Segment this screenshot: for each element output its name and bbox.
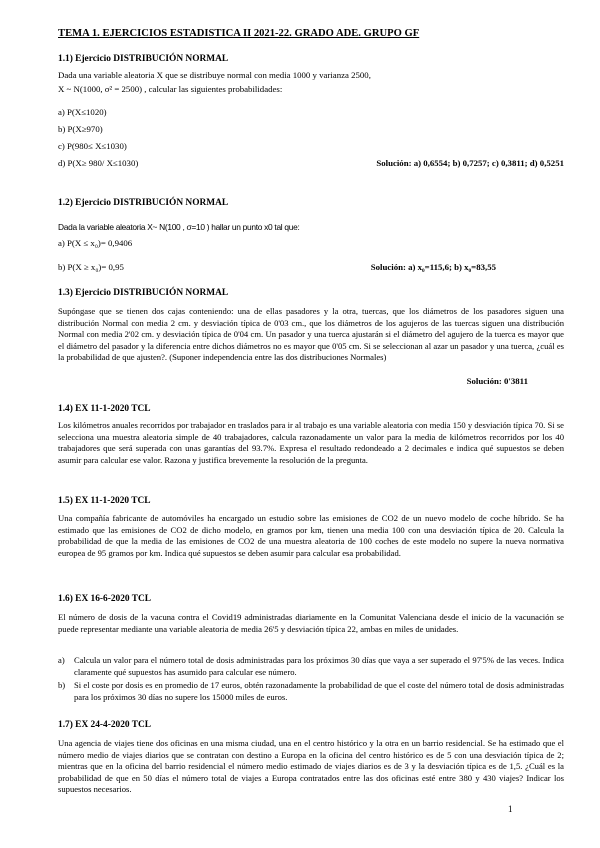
ex1-2-intro: Dada la variable aleatoria X~ N(100 , σ=10 ) hallar un punto x0 tal que: bbox=[58, 222, 300, 232]
document-title: TEMA 1. EJERCICIOS ESTADISTICA II 2021-22. GRADO ADE. GRUPO GF bbox=[58, 28, 420, 39]
ex1-5-heading: 1.5) EX 11-1-2020 TCL bbox=[58, 496, 151, 506]
ex1-4-text: Los kilómetros anuales recorridos por trabajador en traslados para ir al trabajo es una variable aleatoria con media 150 y desviación típica 70. Si se selecciona una muestra aleatoria simple de 40 trabajadores, calcula razonadamente un valor para la media de kilómetros recorridos por los 40 trabajadores que será superada con unas garantías del 93.7%. Expresa el resultado redondeado a 2 decimales e indica qué supuestos se deben asumir para calcular ese valor. Razona y justifica brevemente la resolución de la pregunta. bbox=[58, 420, 564, 465]
ex1-1-formula: X ~ N(1000, σ² = 2500) , calcular las siguientes probabilidades: bbox=[58, 84, 283, 94]
ex1-1-solution: Solución: a) 0,6554; b) 0,7257; c) 0,3811; d) 0,5251 bbox=[376, 158, 564, 168]
ex1-7-text: Una agencia de viajes tiene dos oficinas en una misma ciudad, una en el centro histórico y la otra en un barrio residencial. Se ha estimado que el número medio de viajes diarios que se contratan con destino a Europa en la oficina del centro histórico es de 5 con una desviación típica de 2; mientras que en la oficina del barrio residencial el número medio estimado de viajes diarios es de 3 y la desviación típica es de 1,5. ¿Cuál es la probabilidad de que en 50 días el número total de viajes a Europa contratados entre las dos oficinas esté entre 380 y 430 viajes? Indicar los supuestos necesarios. bbox=[58, 738, 564, 795]
ex1-2-solution: Solución: a) x₀=115,6; b) x₀=83,55 bbox=[370, 262, 496, 272]
ex1-2-item-b: b) P(X ≥ x₀)= 0,95 bbox=[58, 262, 124, 272]
ex1-7-heading: 1.7) EX 24-4-2020 TCL bbox=[58, 720, 152, 730]
ex1-3-text: Supóngase que se tienen dos cajas conteniendo: una de ellas pasadores y la otra, tuercas, que los diámetros de los pasadores siguen una distribución Normal con media 2 cm. y desviación típica de 0'03 cm., que los diámetros de los agujeros de las tuercas siguen una distribución Normal con media 2'02 cm. y desviación típica de 0'04 cm. Un pasador y una tuerca ajustarán si el diámetro del agujero de la tuerca es mayor que el diámetro del pasador y la diferencia entre dichos diámetros no es mayor que 0'05 cm. Si se seleccionan al azar un pasador y una tuerca, ¿cuál es la probabilidad de que ajusten?. (Suponer independencia entre las dos distribuciones Normales) bbox=[58, 306, 564, 363]
ex1-1-item-d: d) P(X≥ 980/ X≤1030) bbox=[58, 158, 139, 168]
ex1-3-solution: Solución: 0'3811 bbox=[466, 376, 528, 386]
ex1-2-item-a: a) P(X ≤ x₀)= 0,9406 bbox=[58, 238, 133, 248]
ex1-1-item-a: a) P(X≤1020) bbox=[58, 107, 107, 117]
ex1-5-text: Una compañía fabricante de automóviles ha encargado un estudio sobre las emisiones de CO2 de un nuevo modelo de coche híbrido. Se ha estimado que las emisiones de CO2 de dicho modelo, en gramos por km, tienen una media 100 con una desviación típica de 20. Calcula la probabilidad de que la media de las emisiones de CO2 de una muestra aleatoria de 100 coches de este modelo no supere la nueva normativa europea de 95 gramos por km. Indica qué supuestos se deben asumir para calcular esa probabilidad. bbox=[58, 513, 564, 558]
ex1-6-text: El número de dosis de la vacuna contra el Covid19 administradas diariamente en la Comunitat Valenciana desde el inicio de la vacunación se puede representar mediante una variable aleatoria de media 26'5 y desviación típica 22, ambas en miles de unidades. bbox=[58, 612, 564, 634]
ex1-1-heading: 1.1) Ejercicio DISTRIBUCIÓN NORMAL bbox=[58, 54, 229, 64]
ex1-6-item-a-label: a) bbox=[58, 655, 65, 665]
ex1-3-heading: 1.3) Ejercicio DISTRIBUCIÓN NORMAL bbox=[58, 288, 229, 298]
ex1-6-item-b bbox=[58, 680, 564, 703]
ex1-1-item-b: b) P(X≥970) bbox=[58, 124, 103, 134]
ex1-1-intro: Dada una variable aleatoria X que se distribuye normal con media 1000 y varianza 2500, bbox=[58, 70, 371, 80]
ex1-2-heading: 1.2) Ejercicio DISTRIBUCIÓN NORMAL bbox=[58, 198, 229, 208]
ex1-1-item-c: c) P(980≤ X≤1030) bbox=[58, 141, 127, 151]
ex1-4-heading: 1.4) EX 11-1-2020 TCL bbox=[58, 404, 151, 414]
ex1-6-heading: 1.6) EX 16-6-2020 TCL bbox=[58, 594, 152, 604]
ex1-6-item-b-label: b) bbox=[58, 680, 66, 690]
ex1-6-item-a bbox=[58, 655, 564, 678]
ex1-6-item-b-text: Si el coste por dosis es en promedio de 17 euros, obtén razonadamente la probabilidad de que el coste del número total de dosis administradas para los próximos 30 días no supere los 15000 miles de euros. bbox=[74, 680, 564, 702]
ex1-6-item-a-text: Calcula un valor para el número total de dosis administradas para los próximos 30 días que vaya a ser superado el 97'5% de las veces. Indica claramente qué supuestos has asumido para calcular ese número. bbox=[74, 655, 564, 677]
page-number: 1 bbox=[508, 804, 513, 814]
